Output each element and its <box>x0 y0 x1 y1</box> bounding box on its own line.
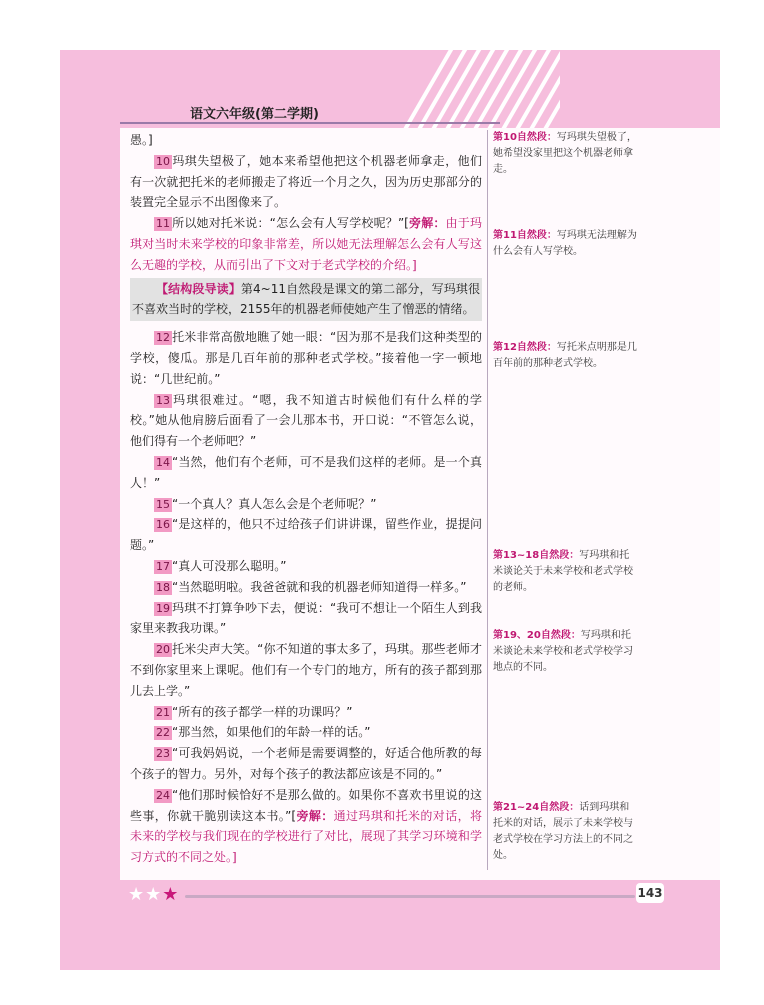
paragraph-text: 托米尖声大笑。“你不知道的事太多了，玛琪。那些老师才不到你家里来上课呢。他们有一个专门的地方，所有的孩子都到那儿去上学。” <box>130 642 482 698</box>
annotation-label: 旁解： <box>296 808 334 823</box>
paragraph-10 <box>130 151 482 213</box>
paragraph-number: 20 <box>156 643 170 657</box>
side-note-1 <box>493 130 639 178</box>
paragraph-number: 17 <box>156 559 170 573</box>
paragraph-13 <box>130 390 482 452</box>
paragraph-number: 18 <box>156 580 170 594</box>
decorative-stripes <box>400 50 560 130</box>
paragraph-number: 11 <box>156 217 170 231</box>
side-note-title: 第19、20自然段： <box>493 630 581 641</box>
structure-guide <box>130 278 482 322</box>
paragraph-14 <box>130 452 482 494</box>
paragraph-number: 19 <box>156 601 170 615</box>
main-text-column <box>130 130 482 868</box>
side-note-title: 第13~18自然段： <box>493 550 580 561</box>
paragraph-text: 玛琪失望极了，她本来希望他把这个机器老师拿走，他们有一次就把托米的老师搬走了将近一个月之久，因为历史那部分的装置完全显示不出图像来了。 <box>130 153 482 210</box>
guide-text: 第4~11自然段是课文的第二部分，写玛琪很不喜欢当时的学校，2155年的机器老师使她产生了憎恶的情绪。 <box>132 281 480 317</box>
star-icon: ★ <box>162 884 180 905</box>
side-note-6 <box>493 800 639 864</box>
side-note-3 <box>493 340 639 372</box>
paragraph-11 <box>130 213 482 275</box>
side-note-text: 话到玛琪和托米的对话，展示了未来学校与老式学校在学习方法上的不同之处。 <box>493 802 633 861</box>
annotation-text: 通过玛琪和托米的对话，将未来的学校与我们现在的学校进行了对比，展现了其学习环境和学习方式的不同之处。] <box>130 808 482 865</box>
paragraph-18 <box>130 577 482 598</box>
side-note-text: 写玛琪失望极了，她希望没家里把这个机器老师拿走。 <box>493 132 637 175</box>
paragraph-number: 22 <box>156 726 170 740</box>
paragraph-number: 10 <box>156 154 170 168</box>
guide-title: 【结构段导读】 <box>156 281 241 296</box>
paragraph-17 <box>130 556 482 577</box>
paragraph-number: 24 <box>156 788 170 802</box>
paragraph-text: “可我妈妈说，一个老师是需要调整的，好适合他所教的每个孩子的智力。另外，对每个孩子的教法都应该是不同的。” <box>130 746 482 781</box>
star-icon: ★ <box>128 884 146 905</box>
page-number: 143 <box>636 883 664 903</box>
difficulty-stars <box>128 884 179 905</box>
side-note-text: 写玛琪和托米谈论关于未来学校和老式学校的老师。 <box>493 550 633 593</box>
paragraph-number: 23 <box>156 747 170 761</box>
side-note-text: 写玛琪和托米谈论未来学校和老式学校学习地点的不同。 <box>493 630 633 673</box>
paragraph-number: 15 <box>156 497 170 511</box>
side-note-title: 第11自然段： <box>493 230 557 241</box>
column-divider <box>487 130 488 870</box>
paragraph-text: “真人可没那么聪明。” <box>172 558 287 573</box>
annotation-label: 旁解： <box>408 216 446 231</box>
annotation-text: 由于玛琪对当时未来学校的印象非常差，所以她无法理解怎么会有人写这么无趣的学校，从而引出了下文对于老式学校的介绍。] <box>130 216 482 272</box>
star-icon: ★ <box>145 884 163 905</box>
side-note-4 <box>493 548 639 596</box>
side-note-title: 第10自然段： <box>493 132 557 143</box>
paragraph-text: “他们那时候恰好不是那么做的。如果你不喜欢书里说的这些事，你就干脆别读这本书。”[ <box>130 787 482 823</box>
paragraph-number: 14 <box>156 455 170 469</box>
side-note-text: 写托米点明那是几百年前的那种老式学校。 <box>493 342 637 369</box>
paragraph-text: “所有的孩子都学一样的功课吗？” <box>172 704 353 719</box>
paragraph-16 <box>130 514 482 556</box>
paragraph-number: 13 <box>156 393 170 407</box>
paragraph-15 <box>130 494 482 515</box>
paragraph-23 <box>130 743 482 785</box>
paragraph-20 <box>130 639 482 701</box>
paragraph-text: “当然聪明啦。我爸爸就和我的机器老师知道得一样多。” <box>172 579 467 594</box>
side-note-title: 第21~24自然段： <box>493 802 580 813</box>
paragraph-text: “当然，他们有个老师，可不是我们这样的老师。是一个真人！” <box>130 454 482 490</box>
side-note-2 <box>493 228 639 260</box>
paragraph-text: “一个真人？真人怎么会是个老师呢？” <box>172 496 377 511</box>
footer-bar <box>185 895 635 898</box>
side-note-text: 写玛琪无法理解为什么会有人写学校。 <box>493 230 637 257</box>
paragraph-21 <box>130 702 482 723</box>
paragraph-19 <box>130 598 482 640</box>
side-note-5 <box>493 628 639 676</box>
paragraph-text: “是这样的，他只不过给孩子们讲讲课，留些作业，提提问题。” <box>130 517 482 553</box>
paragraph-number: 16 <box>156 518 170 532</box>
paragraph-text: 所以她对托米说：“怎么会有人写学校呢？”[ <box>172 216 409 231</box>
paragraph-22 <box>130 722 482 743</box>
paragraph-text: 玛琪不打算争吵下去，便说：“我可不想让一个陌生人到我家里来教我功课。” <box>130 600 482 636</box>
paragraph-number: 12 <box>156 331 170 345</box>
paragraph-text: “那当然，如果他们的年龄一样的话。” <box>172 725 371 740</box>
header-rule <box>120 122 500 124</box>
paragraph-text: 托米非常高傲地瞧了她一眼：“因为那不是我们这种类型的学校，傻瓜。那是几百年前的那种老式学校。”接着他一字一顿地说：“几世纪前。” <box>130 330 482 386</box>
side-note-title: 第12自然段： <box>493 342 557 353</box>
paragraph-text: 玛琪很难过。“嗯，我不知道古时候他们有什么样的学校。”她从他肩膀后面看了一会儿那本书，开口说：“不管怎么说，他们得有一个老师吧？” <box>130 392 482 449</box>
paragraph-12 <box>130 327 482 389</box>
paragraph-number: 21 <box>156 705 170 719</box>
paragraph-9-end: 愚。] <box>130 133 153 147</box>
paragraph-24 <box>130 785 482 868</box>
page-header-title: 语文六年级(第二学期) <box>190 107 319 122</box>
